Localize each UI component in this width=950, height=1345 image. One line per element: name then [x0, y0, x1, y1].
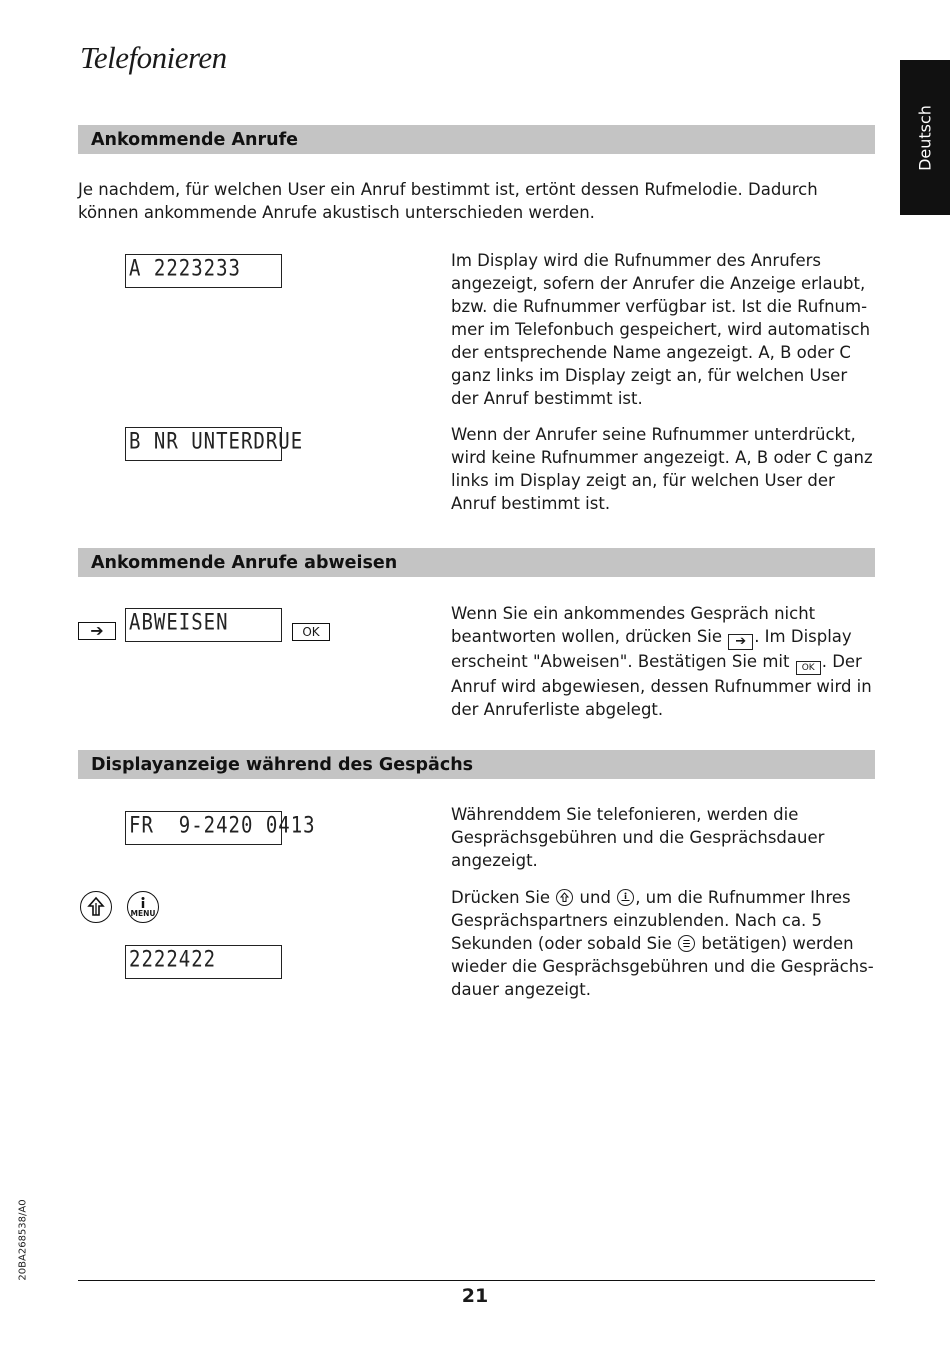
- lcd-display-caller-number: [125, 254, 282, 288]
- document-code: 20BA268538/A0: [17, 1199, 29, 1281]
- footer-divider: [78, 1280, 875, 1281]
- menu-key-label: MENU: [130, 909, 156, 918]
- lcd-text: B NR UNTERDRUE: [129, 429, 304, 455]
- inline-arrow-key-icon: ➔: [728, 634, 753, 650]
- page-title: Telefonieren: [80, 40, 227, 75]
- number-suppressed-paragraph: Wenn der Anrufer seine Rufnummer unterdrückt, wird keine Rufnummer angezeigt. A, B oder C ganz links im Display zeigt an, für welchen User der Anruf bestimmt ist.: [451, 425, 873, 513]
- reject-text-part-3: . Der Anruf wird abgewiesen, dessen Rufnummer wird in der Anruferliste abgelegt.: [451, 652, 872, 719]
- lcd-display-partner-number: [125, 945, 282, 979]
- info-menu-key-icon: [127, 891, 159, 923]
- section-heading-display-during-call: [78, 750, 875, 779]
- section-heading-text: Displayanzeige während des Gespächs: [91, 755, 474, 775]
- inline-menu-key-icon: [617, 889, 634, 906]
- intro-paragraph: Je nachdem, für welchen User ein Anruf bestimmt ist, ertönt dessen Rufmelodie. Dadurch können ankommende Anrufe akustisch unterschieden werden.: [78, 180, 818, 222]
- caller-number-paragraph: Im Display wird die Rufnummer des Anrufers angezeigt, sofern der Anrufer die Anzeige erlaubt, bzw. die Rufnummer verfügbar ist. Ist die Rufnummer im Telefonbuch gespeichert, wird automatisch der entsprechende Name angezeigt. A, B oder C ganz links im Display zeigt an, für welchen User der Anruf bestimmt ist.: [451, 251, 871, 408]
- show-partner-number-paragraph: [451, 886, 876, 1001]
- language-tab-label: Deutsch: [915, 104, 935, 171]
- lcd-text: FR 9-2420 0413: [129, 813, 316, 839]
- section-heading-text: Ankommende Anrufe: [91, 130, 299, 150]
- inline-ok-key-icon: OK: [796, 661, 821, 675]
- arrow-key-icon: ➔: [78, 622, 116, 640]
- lcd-text: 2222422: [129, 947, 217, 973]
- up-arrow-key-icon: [80, 891, 112, 923]
- reject-call-paragraph: [451, 602, 876, 721]
- inline-esc-key-icon: [678, 935, 695, 952]
- lcd-display-call-charges: [125, 811, 316, 845]
- reject-text-part-2: . Im Display erscheint "Abweisen". Bestätigen Sie mit: [451, 627, 852, 671]
- partner-text-part-3: , um die Rufnummer Ihres Gesprächspartners einzublenden. Nach ca. 5 Sekunden (oder sobald Sie: [451, 888, 851, 953]
- reject-text-part-1: Wenn Sie ein ankommendes Gespräch nicht beantworten wollen, drücken Sie: [451, 604, 816, 646]
- ok-key-icon: OK: [292, 623, 330, 641]
- lcd-display-number-suppressed: [125, 427, 304, 461]
- section-heading-text: Ankommende Anrufe abweisen: [91, 553, 398, 573]
- language-tab: [900, 60, 950, 215]
- lcd-text: A 2223233: [129, 256, 241, 282]
- call-charges-paragraph: Währenddem Sie telefonieren, werden die Gesprächsgebühren und die Gesprächsdauer angezeigt.: [451, 805, 825, 870]
- partner-text-part-2: und: [574, 888, 617, 907]
- inline-up-arrow-key-icon: [556, 889, 573, 906]
- page-number: 21: [461, 1285, 489, 1307]
- partner-text-part-4: betätigen) werden wieder die Gesprächsgebühren und die Gesprächsdauer angezeigt.: [451, 934, 874, 999]
- section-heading-reject-calls: [78, 548, 875, 577]
- lcd-text: ABWEISEN: [129, 610, 229, 636]
- section-heading-incoming-calls: [78, 125, 875, 154]
- partner-text-part-1: Drücken Sie: [451, 888, 556, 907]
- lcd-display-reject: [125, 608, 282, 642]
